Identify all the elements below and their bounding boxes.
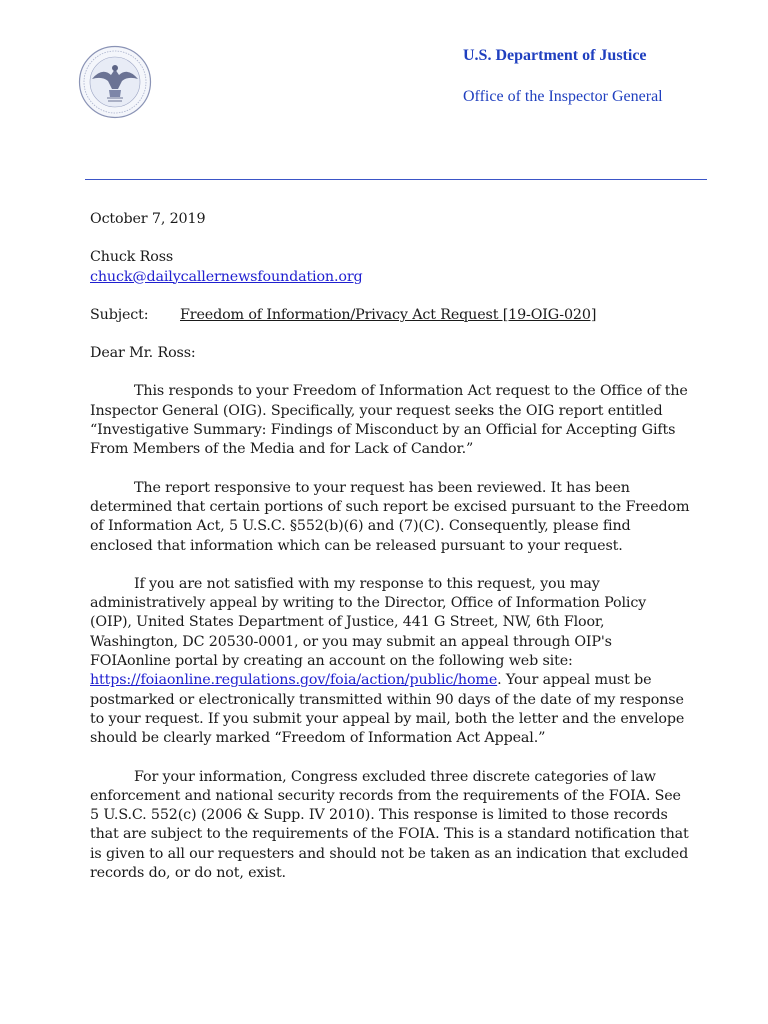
subject-text: Freedom of Information/Privacy Act Request [19-OIG-020] [180, 306, 597, 323]
agency-name: U.S. Department of Justice [463, 47, 647, 64]
paragraph-2: The report responsive to your request has been reviewed. It has been determined that certain portions of such report be excised pursuant to the Freedom of Information Act, 5 U.S.C. §552(b)(6) and (7)(C). Consequently, please find enclosed that information which can be released pursuant to your request. [90, 479, 690, 554]
letter-date: October 7, 2019 [90, 211, 206, 227]
doj-seal-logo [78, 45, 152, 119]
paragraph-3-text-b: . Your appeal must be postmarked or electronically transmitted within 90 days of the date of my response to your request. If you submit your appeal by mail, both the letter and the envelope should be clearly marked “Freedom of Information Act Appeal.” [90, 672, 685, 747]
salutation: Dear Mr. Ross: [90, 345, 196, 362]
header-divider [85, 179, 707, 180]
foiaonline-link[interactable]: https://foiaonline.regulations.gov/foia/action/public/home [90, 672, 498, 689]
recipient-name: Chuck Ross [90, 249, 174, 266]
recipient-email-link[interactable]: chuck@dailycallernewsfoundation.org [90, 268, 363, 285]
paragraph-4: For your information, Congress excluded three discrete categories of law enforcement and national security records from the requirements of the FOIA. See 5 U.S.C. 552(c) (2006 & Supp. IV 2010). This response is limited to those records that are subject to the requirements of the FOIA. This is a standard notification that is given to all our requesters and should not be taken as an indication that excluded records do, or do not, exist. [90, 768, 689, 882]
letter-body [90, 210, 690, 883]
paragraph-3 [90, 575, 690, 749]
subject-label: Subject: [90, 306, 149, 323]
paragraph-3-text-a: If you are not satisfied with my response to this request, you may administratively appeal by writing to the Director, Office of Information Policy (OIP), United States Department of Justice, 441 G Street, NW, 6th Floor, Washington, DC 20530-0001, or you may submit an appeal through OIP's FOIAonline portal by creating an account on the following web site: [90, 575, 647, 670]
subject-line [90, 306, 690, 325]
paragraph-1: This responds to your Freedom of Information Act request to the Office of the Inspector General (OIG). Specifically, your request seeks the OIG report entitled “Investigative Summary: Findings of Misconduct by an Official for Accepting Gifts From Members of the Media and for Lack of Candor.” [90, 383, 688, 458]
office-name: Office of the Inspector General [463, 88, 663, 105]
